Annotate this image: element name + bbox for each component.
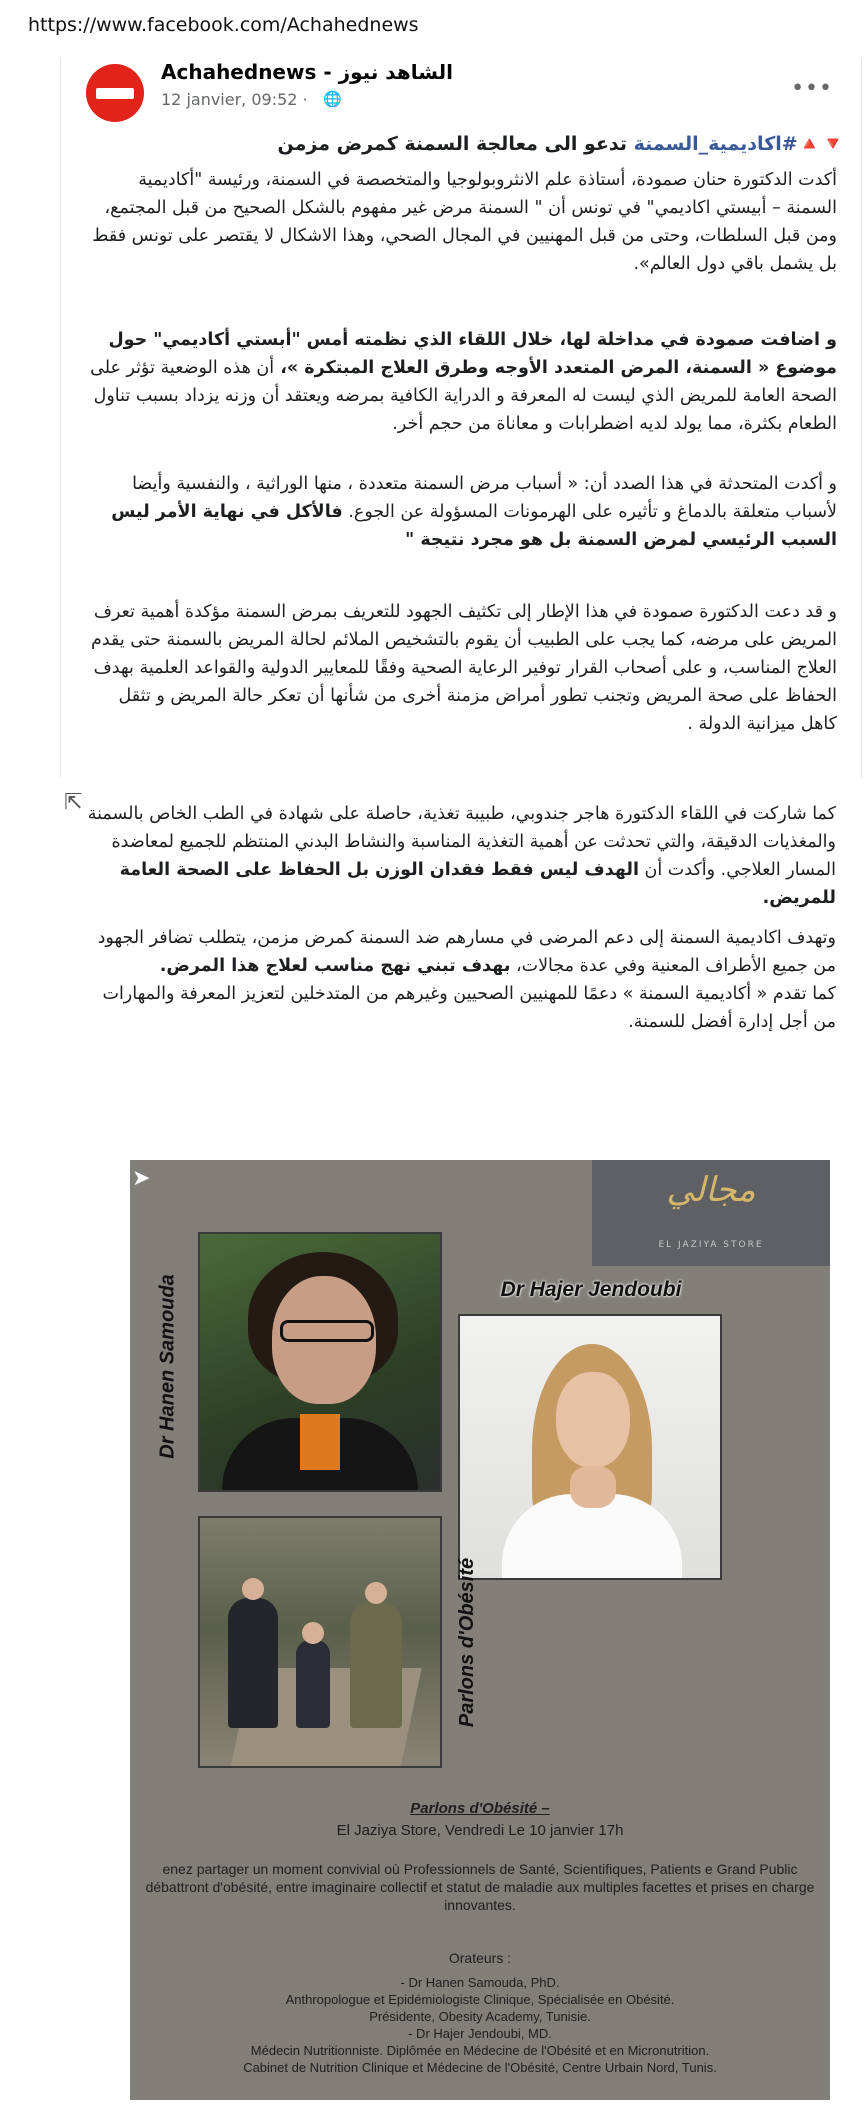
event-description: enez partager un moment convivial où Professionnels de Santé, Scientifiques, Patients e Grand Public débattront d'obésité, entre imaginaire collectif et statut de maladie aux multiples facettes et prises en charge innovantes. — [145, 1861, 815, 1913]
post-headline — [81, 130, 845, 158]
orator-line: Présidente, Obesity Academy, Tunisie. — [369, 2009, 591, 2024]
speaker-1-photo — [198, 1232, 442, 1492]
family-walking-photo — [198, 1516, 442, 1768]
orator-line: Médecin Nutritionniste. Diplômée en Médecine de l'Obésité et en Micronutrition. — [250, 2043, 710, 2058]
globe-icon: 🌐 — [323, 90, 342, 108]
page-url: https://www.facebook.com/Achahednews — [28, 14, 419, 36]
event-place: El Jaziya Store, Vendredi Le 10 janvier 17h — [336, 1822, 624, 1839]
paragraph-3-text: و أكدت المتحدثة في هذا الصدد أن: « أسباب مرض السمنة متعددة ، منها الوراثية ، والنفسية وأيضا لأسباب متعلقة بالدماغ و تأثيره على الهرمونات المسؤولة عن الجوع. — [132, 474, 837, 522]
post-paragraph-3 — [87, 470, 837, 554]
post-continuation — [64, 790, 856, 1108]
facebook-post-card — [60, 58, 862, 778]
paragraph-6-text-2: كما تقدم « أكاديمية السمنة » دعمًا للمهنيين الصحيين وغيرهم من المتدخلين لتعزيز المعرفة والمهارات من أجل إدارة أفضل للسمنة. — [102, 984, 836, 1032]
paragraph-2-text: أن هذه الوضعية تؤثر على الصحة العامة للمريض الذي ليست له المعرفة و الدراية الكافية بمرضه ويعتقد أن وزنه يزداد بسبب تناول الطعام بكثرة، مما يولد لديه اضطرابات و معاناة من حجم أخر. — [90, 358, 837, 434]
post-paragraph-2 — [87, 326, 837, 438]
mouse-cursor-icon: ➤ — [132, 1166, 151, 1191]
event-poster-image[interactable] — [130, 1160, 830, 2100]
speaker-2-label: Dr Hajer Jendoubi — [500, 1278, 682, 1301]
page-name-link[interactable]: Achahednews - الشاهد نيوز — [161, 60, 453, 84]
post-paragraph-1: أكدت الدكتورة حنان صمودة، أستاذة علم الانثروبولوجيا والمتخصصة في السمنة، ورئيسة "أكاديمية السمنة – أبيستي اكاديمي" في تونس أن " السمنة مرض غير مفهوم بالشكل الصحيح من قبل المجتمع، ومن قبل السلطات، وحتى من قبل المهنيين في المجال الصحي، وهذا الاشكال لا يقتصر على تونس فقط بل يشمل باقي دول العالم». — [92, 170, 837, 274]
speaker-2-photo — [458, 1314, 722, 1580]
paragraph-3-bold: فالأكل في نهاية الأمر ليس السبب الرئيسي لمرض السمنة بل هو مجرد نتيجة " — [111, 502, 837, 550]
more-dots-icon[interactable]: ••• — [791, 76, 833, 101]
photo-3-label: Parlons d'Obésité — [456, 1557, 479, 1727]
page-avatar[interactable] — [86, 64, 144, 122]
orator-line: - Dr Hanen Samouda, PhD. — [400, 1975, 560, 1990]
hashtag-link[interactable]: #اكاديمية_السمنة — [633, 133, 798, 155]
paragraph-6-text: وتهدف اكاديمية السمنة إلى دعم المرضى في مسارهم ضد السمنة كمرض مزمن، يتطلب تضافر الجهود من جميع الأطراف المعنية وفي عدة مجالات، — [97, 928, 836, 976]
post-timestamp[interactable]: 12 janvier, 09:52 · — [161, 90, 308, 109]
paragraph-5-bold: الهدف ليس فقط فقدان الوزن بل الحفاظ على الصحة العامة للمريض. — [119, 860, 836, 908]
orator-line: - Dr Hajer Jendoubi, MD. — [408, 2026, 552, 2041]
headline-marks: 🔻🔺 — [797, 133, 845, 155]
post-paragraph-5 — [84, 800, 836, 912]
logo-subtitle: EL JAZIYA STORE — [658, 1240, 764, 1250]
paragraph-5-text: كما شاركت في اللقاء الدكتورة هاجر جندوبي، طبيبة تغذية، حاصلة على شهادة في الطب الخاص بالسمنة والمغذيات الدقيقة، والتي تحدثت عن أهمية التغذية المناسبة والنشاط البدني المنتظم للجميع لمعاضدة المسار العلاجي. وأكدت أن — [87, 804, 836, 880]
orator-line: Anthropologue et Epidémiologiste Clinique, Spécialisée en Obésité. — [285, 1992, 675, 2007]
paragraph-2-bold: و اضافت صمودة في مداخلة لها، خلال اللقاء الذي نظمته أمس "أبستي أكاديمي" حول موضوع « السمنة، المرض المتعدد الأوجه وطرق العلاج المبتكرة »، — [108, 330, 837, 378]
speaker-1-label: Dr Hanen Samouda — [156, 1273, 179, 1459]
orators-list — [136, 1974, 824, 2076]
post-paragraph-6 — [84, 924, 836, 1036]
store-logo — [592, 1160, 830, 1266]
paragraph-6-bold: بهدف تبني نهج مناسب لعلاج هذا المرض. — [159, 956, 511, 976]
orators-title: Orateurs : — [448, 1950, 512, 1966]
orator-line: Cabinet de Nutrition Clinique et Médecine de l'Obésité, Centre Urbain Nord, Tunis. — [243, 2060, 717, 2075]
event-title: Parlons d'Obésité – — [410, 1800, 550, 1817]
logo-script-text: مجالي — [666, 1170, 756, 1210]
headline-text: تدعو الى معالجة السمنة كمرض مزمن — [277, 133, 634, 155]
post-paragraph-4: و قد دعت الدكتورة صمودة في هذا الإطار إلى تكثيف الجهود للتعريف بمرض السمنة مؤكدة أهمية تعرف المريض على مرضه، كما يجب على الطبيب أن يقوم بالتشخيص الملائم لحالة المريض بالسمنة حتى يقدم العلاج المناسب، و على أصحاب القرار توفير الرعاية الصحية وفقًا للمعايير الدولية والقواعد العلمية بهدف الحفاظ على صحة المريض وتجنب تطور أمراض مزمنة أخرى من شأنها أن تعكر حالة المريض و تثقل كاهل ميزانية الدولة . — [90, 602, 837, 734]
mouse-cursor-icon: ⇱ — [64, 790, 83, 815]
